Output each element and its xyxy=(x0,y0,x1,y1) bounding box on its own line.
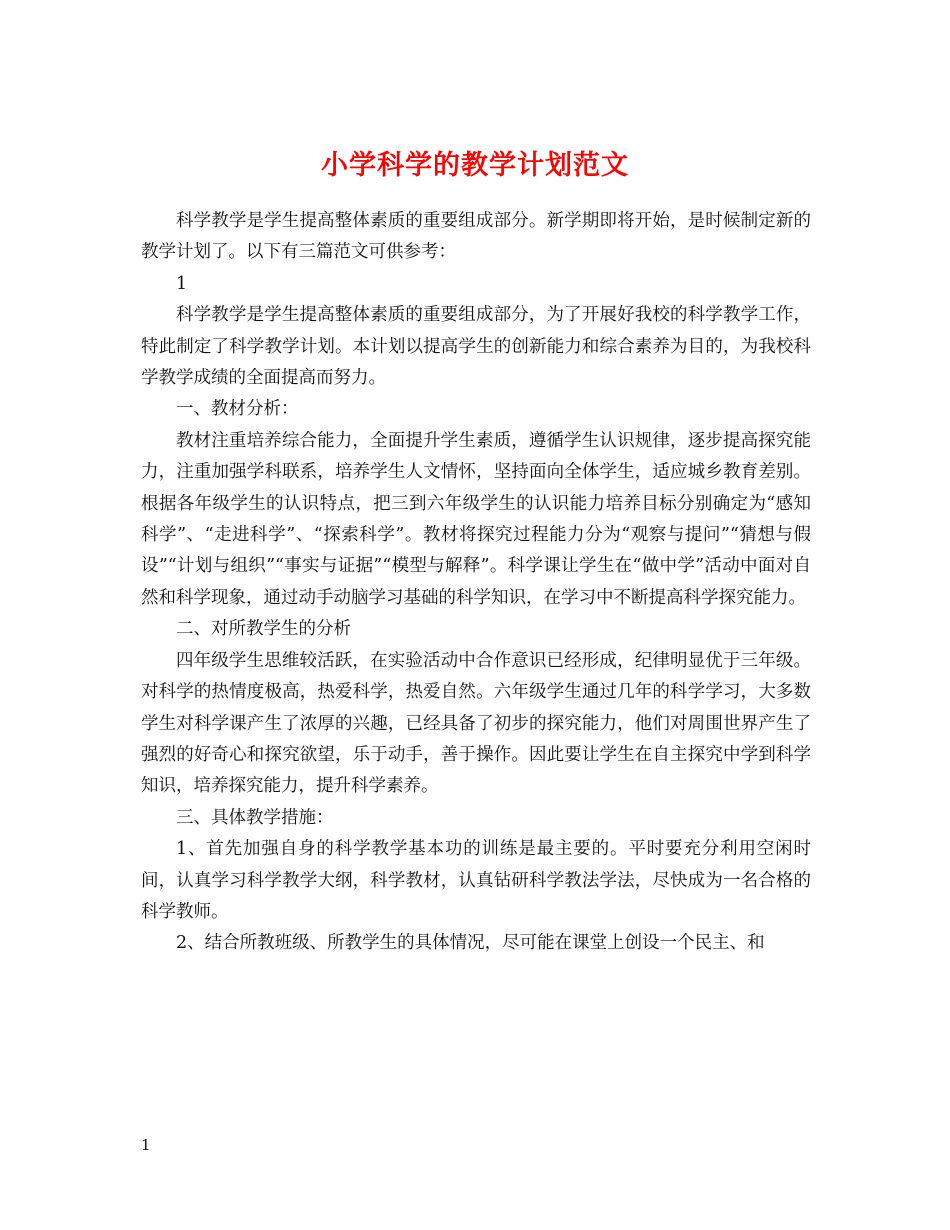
document-title: 小学科学的教学计划范文 xyxy=(321,150,629,182)
heading-textbook-analysis: 一、教材分析： xyxy=(176,399,299,420)
heading-student-analysis: 二、对所教学生的分析 xyxy=(176,619,351,640)
heading-teaching-measures: 三、具体教学措施： xyxy=(176,807,334,828)
measure-item-1: 1、首先加强自身的科学教学基本功的训练是最主要的。平时要充分利用空闲时间，认真学习科学教学大纲，科学教材，认真钻研科学教法学法，尽快成为一名合格的科学教师。 xyxy=(141,839,811,922)
section-number: 1 xyxy=(176,273,188,294)
document-body xyxy=(141,206,811,960)
student-analysis-paragraph: 四年级学生思维较活跃，在实验活动中合作意识已经形成，纪律明显优于三年级。对科学的热情度极高，热爱科学，热爱自然。六年级学生通过几年的科学学习，大多数学生对科学课产生了浓厚的兴趣，已经具备了初步的探究能力，他们对周围世界产生了强烈的好奇心和探究欲望，乐于动手，善于操作。因此要让学生在自主探究中学到科学知识，培养探究能力，提升科学素养。 xyxy=(141,650,811,797)
textbook-analysis-paragraph: 教材注重培养综合能力，全面提升学生素质，遵循学生认识规律，逐步提高探究能力，注重加强学科联系，培养学生人文情怀，坚持面向全体学生，适应城乡教育差别。根据各年级学生的认识特点，把三到六年级学生的认识能力培养目标分别确定为“感知科学”、“走进科学”、“探索科学”。教材将探究过程能力分为“观察与提问”“猜想与假设”“计划与组织”“事实与证据”“模型与解释”。科学课让学生在“做中学”活动中面对自然和科学现象，通过动手动脑学习基础的科学知识，在学习中不断提高科学探究能力。 xyxy=(141,430,811,608)
page-number: 1 xyxy=(141,1136,151,1154)
purpose-paragraph: 科学教学是学生提高整体素质的重要组成部分，为了开展好我校的科学教学工作，特此制定了科学教学计划。本计划以提高学生的创新能力和综合素养为目的，为我校科学教学成绩的全面提高而努力。 xyxy=(141,305,811,389)
measure-item-2: 2、结合所教班级、所教学生的具体情况，尽可能在课堂上创设一个民主、和 xyxy=(176,933,765,954)
intro-paragraph: 科学教学是学生提高整体素质的重要组成部分。新学期即将开始，是时候制定新的教学计划了。以下有三篇范文可供参考： xyxy=(141,211,811,263)
